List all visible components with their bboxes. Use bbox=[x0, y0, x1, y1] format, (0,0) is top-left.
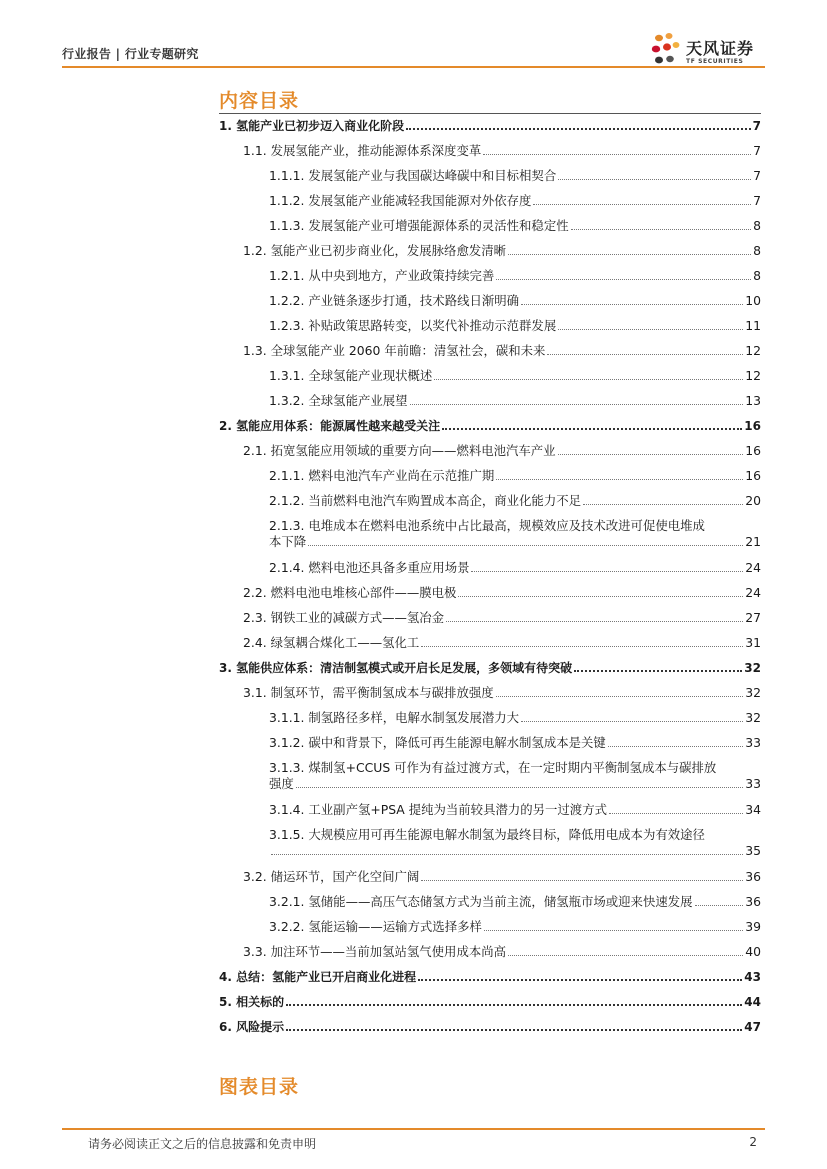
toc-leader-dots bbox=[484, 930, 743, 931]
toc-entry-label: 2.1.3. 电堆成本在燃料电池系统中占比最高，规模效应及技术改进可促使电堆成 bbox=[269, 518, 705, 533]
toc-entry[interactable] bbox=[269, 894, 761, 910]
footer-divider bbox=[62, 1128, 765, 1130]
toc-entry-page: 16 bbox=[744, 419, 761, 433]
toc-leader-dots bbox=[571, 229, 752, 230]
toc-entry-page: 36 bbox=[745, 869, 761, 884]
toc-title-divider bbox=[219, 113, 761, 114]
toc-entry-page: 39 bbox=[745, 919, 761, 934]
toc-entry-page: 32 bbox=[744, 661, 761, 675]
toc-entry-page: 8 bbox=[753, 243, 761, 258]
toc-leader-dots bbox=[418, 979, 742, 981]
toc-entry-page: 20 bbox=[745, 493, 761, 508]
toc-entry[interactable] bbox=[269, 802, 761, 818]
toc-entry[interactable] bbox=[269, 493, 761, 509]
toc-leader-dots bbox=[558, 329, 743, 330]
toc-leader-dots bbox=[446, 621, 743, 622]
toc-entry-page: 44 bbox=[744, 995, 761, 1009]
toc-entry-page: 7 bbox=[753, 143, 761, 158]
toc-entry-label: 1. 氢能产业已初步迈入商业化阶段 bbox=[219, 119, 405, 133]
toc-entry-label: 3. 氢能供应体系：清洁制氢模式或开启长足发展，多领域有待突破 bbox=[219, 661, 573, 675]
toc-entry-label: 2.1.4. 燃料电池还具备多重应用场景 bbox=[269, 560, 470, 575]
toc-leader-dots bbox=[496, 696, 744, 697]
toc-entry[interactable] bbox=[219, 660, 761, 676]
toc-entry[interactable] bbox=[269, 760, 761, 792]
toc-entry-page: 33 bbox=[745, 776, 761, 791]
toc-leader-dots bbox=[695, 905, 744, 906]
toc-entry-page: 31 bbox=[745, 635, 761, 650]
toc-leader-dots bbox=[574, 670, 742, 672]
toc-entry[interactable] bbox=[269, 168, 761, 184]
toc-entry[interactable] bbox=[269, 710, 761, 726]
toc-entry-page: 7 bbox=[753, 193, 761, 208]
toc-leader-dots bbox=[558, 454, 744, 455]
toc-entry-label: 3.1.2. 碳中和背景下，降低可再生能源电解水制氢成本是关键 bbox=[269, 735, 606, 750]
toc-entry-page: 32 bbox=[745, 685, 761, 700]
toc-entry-page: 36 bbox=[745, 894, 761, 909]
petal-logo-icon bbox=[650, 30, 684, 70]
toc-entry[interactable] bbox=[243, 610, 761, 626]
toc-leader-dots bbox=[496, 479, 743, 480]
toc-entry[interactable] bbox=[243, 869, 761, 885]
toc-entry[interactable] bbox=[269, 368, 761, 384]
toc-entry-label: 3.1.5. 大规模应用可再生能源电解水制氢为最终目标，降低用电成本为有效途径 bbox=[269, 827, 705, 842]
toc-leader-dots bbox=[471, 571, 743, 572]
toc-entry-page: 33 bbox=[745, 735, 761, 750]
toc-entry-label: 1.3.1. 全球氢能产业现状概述 bbox=[269, 368, 433, 383]
toc-entry-label: 3.1.3. 煤制氢+CCUS 可作为有益过渡方式，在一定时期内平衡制氢成本与碳排放 bbox=[269, 760, 717, 775]
toc-entry[interactable] bbox=[219, 118, 761, 134]
toc-entry-label: 4. 总结：氢能产业已开启商业化进程 bbox=[219, 970, 417, 984]
toc-leader-dots bbox=[421, 646, 743, 647]
toc-entry-label: 1.3. 全球氢能产业 2060 年前瞻：清氢社会，碳和未来 bbox=[243, 343, 546, 358]
toc-entry[interactable] bbox=[269, 560, 761, 576]
toc-entry-page: 16 bbox=[745, 468, 761, 483]
toc-entry[interactable] bbox=[269, 518, 761, 550]
toc-entry-label: 1.1.3. 发展氢能产业可增强能源体系的灵活性和稳定性 bbox=[269, 218, 569, 233]
toc-leader-dots bbox=[508, 955, 743, 956]
toc-entry-page: 27 bbox=[745, 610, 761, 625]
toc-leader-dots bbox=[286, 1004, 742, 1006]
toc-entry[interactable] bbox=[269, 218, 761, 234]
toc-entry-label-cont: 本下降 bbox=[269, 534, 307, 549]
toc-leader-dots bbox=[521, 721, 743, 722]
toc-entry[interactable] bbox=[243, 585, 761, 601]
toc-entry-page: 24 bbox=[745, 585, 761, 600]
toc-entry-page: 12 bbox=[745, 368, 761, 383]
toc-entry-label: 1.1. 发展氢能产业，推动能源体系深度变革 bbox=[243, 143, 482, 158]
toc-entry[interactable] bbox=[269, 268, 761, 284]
toc-leader-dots bbox=[496, 279, 751, 280]
toc-leader-dots bbox=[406, 128, 751, 130]
toc-entry-page: 11 bbox=[745, 318, 761, 333]
footer-disclaimer: 请务必阅读正文之后的信息披露和免责申明 bbox=[88, 1137, 317, 1151]
toc-entry-page: 43 bbox=[744, 970, 761, 984]
toc-entry-label: 1.1.1. 发展氢能产业与我国碳达峰碳中和目标相契合 bbox=[269, 168, 557, 183]
toc-entry-label: 2. 氢能应用体系：能源属性越来越受关注 bbox=[219, 419, 441, 433]
toc-entry-label: 3.2.2. 氢能运输——运输方式选择多样 bbox=[269, 919, 482, 934]
toc-leader-dots bbox=[533, 204, 751, 205]
toc-entry-label: 1.2.2. 产业链条逐步打通，技术路线日渐明确 bbox=[269, 293, 520, 308]
toc-entry[interactable] bbox=[269, 393, 761, 409]
toc-entry-page: 32 bbox=[745, 710, 761, 725]
toc-leader-dots bbox=[558, 179, 751, 180]
toc-entry-page: 13 bbox=[745, 393, 761, 408]
toc-entry-label: 2.3. 钢铁工业的减碳方式——氢冶金 bbox=[243, 610, 445, 625]
toc-entry-page: 24 bbox=[745, 560, 761, 575]
toc-entry-label: 1.2. 氢能产业已初步商业化，发展脉络愈发清晰 bbox=[243, 243, 507, 258]
toc-entry-label-cont: 强度 bbox=[269, 776, 294, 791]
toc-entry[interactable] bbox=[269, 919, 761, 935]
toc-leader-dots bbox=[434, 379, 743, 380]
toc-entry-label: 1.1.2. 发展氢能产业能减轻我国能源对外依存度 bbox=[269, 193, 532, 208]
toc-entry-page: 34 bbox=[745, 802, 761, 817]
toc-entry[interactable] bbox=[269, 318, 761, 334]
toc-entry-page: 8 bbox=[753, 218, 761, 233]
toc-leader-dots bbox=[483, 154, 751, 155]
toc-entry-label: 3.1. 制氢环节，需平衡制氢成本与碳排放强度 bbox=[243, 685, 494, 700]
figures-title: 图表目录 bbox=[219, 1076, 300, 1098]
toc-leader-dots bbox=[296, 787, 743, 788]
toc-entry-page: 8 bbox=[753, 268, 761, 283]
toc-entry-page: 40 bbox=[745, 944, 761, 959]
toc-title: 内容目录 bbox=[219, 90, 300, 112]
toc-entry-label: 1.2.1. 从中央到地方，产业政策持续完善 bbox=[269, 268, 495, 283]
toc-entry-label: 3.2.1. 氢储能——高压气态储氢方式为当前主流，储氢瓶市场或迎来快速发展 bbox=[269, 894, 693, 909]
toc-leader-dots bbox=[286, 1029, 742, 1031]
toc-entry-label: 3.1.1. 制氢路径多样，电解水制氢发展潜力大 bbox=[269, 710, 520, 725]
toc-entry-label: 1.2.3. 补贴政策思路转变，以奖代补推动示范群发展 bbox=[269, 318, 557, 333]
toc-entry[interactable] bbox=[219, 1019, 761, 1035]
toc-entry-page: 21 bbox=[745, 534, 761, 549]
toc-entry-label: 3.2. 储运环节，国产化空间广阔 bbox=[243, 869, 420, 884]
toc-leader-dots bbox=[458, 596, 743, 597]
report-category: 行业报告 | 行业专题研究 bbox=[62, 47, 199, 61]
toc-entry[interactable] bbox=[269, 293, 761, 309]
toc-leader-dots bbox=[442, 428, 742, 430]
toc-entry-label: 5. 相关标的 bbox=[219, 995, 285, 1009]
toc-entry[interactable] bbox=[243, 685, 761, 701]
toc-leader-dots bbox=[583, 504, 743, 505]
toc-entry-label: 2.4. 绿氢耦合煤化工——氢化工 bbox=[243, 635, 420, 650]
toc-entry[interactable] bbox=[269, 193, 761, 209]
toc-entry-label: 3.3. 加注环节——当前加氢站氢气使用成本尚高 bbox=[243, 944, 507, 959]
company-logo bbox=[650, 30, 768, 70]
toc-entry-label: 1.3.2. 全球氢能产业展望 bbox=[269, 393, 408, 408]
toc-entry-page: 7 bbox=[752, 119, 761, 133]
toc-entry[interactable] bbox=[269, 735, 761, 751]
toc-entry-label: 2.2. 燃料电池电堆核心部件——膜电极 bbox=[243, 585, 457, 600]
toc-entry[interactable] bbox=[243, 635, 761, 651]
toc-leader-dots bbox=[308, 545, 743, 546]
toc-entry-page: 35 bbox=[745, 843, 761, 858]
toc-entry[interactable] bbox=[243, 143, 761, 159]
toc-leader-dots bbox=[410, 404, 744, 405]
toc-entry[interactable] bbox=[269, 827, 761, 859]
toc-entry-page: 12 bbox=[745, 343, 761, 358]
toc-leader-dots bbox=[521, 304, 743, 305]
toc-entry[interactable] bbox=[219, 969, 761, 985]
toc-leader-dots bbox=[271, 854, 743, 855]
logo-english-name: TF SECURITIES bbox=[686, 58, 744, 65]
toc-entry[interactable] bbox=[243, 343, 761, 359]
toc-entry[interactable] bbox=[219, 418, 761, 434]
toc-entry-label: 6. 风险提示 bbox=[219, 1020, 285, 1034]
toc-leader-dots bbox=[508, 254, 751, 255]
toc-entry-page: 7 bbox=[753, 168, 761, 183]
toc-entry-page: 47 bbox=[744, 1020, 761, 1034]
toc-entry-label: 2.1.1. 燃料电池汽车产业尚在示范推广期 bbox=[269, 468, 495, 483]
toc-entry-page: 10 bbox=[745, 293, 761, 308]
toc-entry[interactable] bbox=[243, 243, 761, 259]
logo-chinese-name: 天风证券 bbox=[686, 39, 755, 58]
toc-entry-label: 2.1.2. 当前燃料电池汽车购置成本高企，商业化能力不足 bbox=[269, 493, 581, 508]
toc-entry-label: 3.1.4. 工业副产氢+PSA 提纯为当前较具潜力的另一过渡方式 bbox=[269, 802, 607, 817]
toc-entry-label: 2.1. 拓宽氢能应用领域的重要方向——燃料电池汽车产业 bbox=[243, 443, 556, 458]
toc-leader-dots bbox=[547, 354, 743, 355]
toc-entry-page: 16 bbox=[745, 443, 761, 458]
toc-entry[interactable] bbox=[243, 443, 761, 459]
toc-leader-dots bbox=[421, 880, 743, 881]
toc-leader-dots bbox=[608, 746, 743, 747]
toc-entry[interactable] bbox=[243, 944, 761, 960]
toc-entry[interactable] bbox=[219, 994, 761, 1010]
toc-leader-dots bbox=[609, 813, 743, 814]
page-number: 2 bbox=[749, 1135, 757, 1149]
toc-entry[interactable] bbox=[269, 468, 761, 484]
